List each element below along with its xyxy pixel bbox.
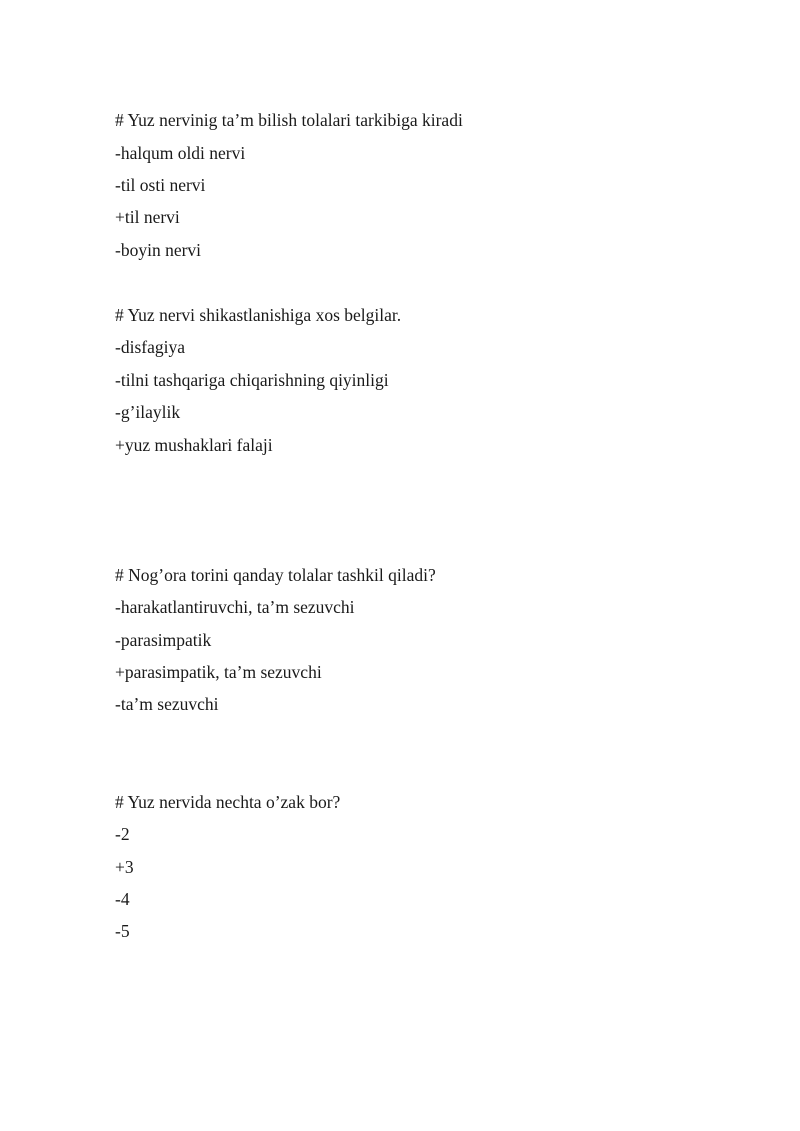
question-2-option-3: -g’ilaylik <box>115 402 181 422</box>
question-1-text: # Yuz nervinig ta’m bilish tolalari tarkibiga kiradi <box>115 110 463 130</box>
question-4-option-2: +3 <box>115 857 134 877</box>
question-4-text: # Yuz nervida nechta o’zak bor? <box>115 792 341 812</box>
question-3-option-4: -ta’m sezuvchi <box>115 694 219 714</box>
question-3-option-1: -harakatlantiruvchi, ta’m sezuvchi <box>115 597 355 617</box>
question-2-text: # Yuz nervi shikastlanishiga xos belgilar. <box>115 305 402 325</box>
question-1-option-3: +til nervi <box>115 207 180 227</box>
question-4-option-4: -5 <box>115 921 130 941</box>
question-3-option-2: -parasimpatik <box>115 630 212 650</box>
question-1-option-4: -boyin nervi <box>115 240 202 260</box>
question-4-option-1: -2 <box>115 824 130 844</box>
question-2-option-4: +yuz mushaklari falaji <box>115 435 273 455</box>
question-2-option-2: -tilni tashqariga chiqarishning qiyinligi <box>115 370 389 390</box>
question-3-option-3: +parasimpatik, ta’m sezuvchi <box>115 662 322 682</box>
question-4-option-3: -4 <box>115 889 130 909</box>
question-1-option-1: -halqum oldi nervi <box>115 143 246 163</box>
question-2-option-1: -disfagiya <box>115 337 185 357</box>
question-3-text: # Nog’ora torini qanday tolalar tashkil qiladi? <box>115 565 436 585</box>
question-1-option-2: -til osti nervi <box>115 175 206 195</box>
